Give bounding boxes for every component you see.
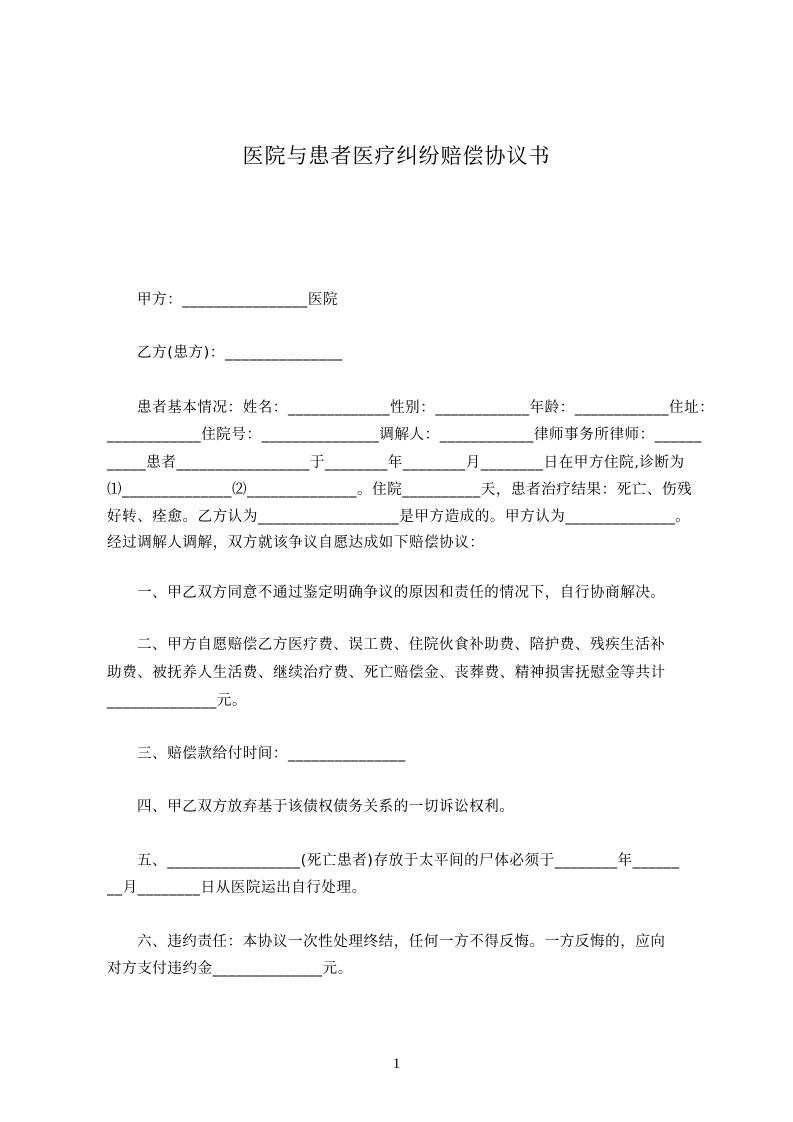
basic-info-line: ⑴______________⑵______________。住院__________天，患者治疗结果：死亡、伤残	[107, 482, 693, 498]
clause-2-line: 二、甲方自愿赔偿乙方医疗费、误工费、住院伙食补助费、陪护费、残疾生活补	[137, 637, 666, 653]
clause-5-line: 五、_________________(死亡患者)存放于太平间的尸体必须于________年______	[137, 853, 680, 869]
party-a-line: 甲方：________________医院	[137, 292, 339, 308]
basic-info-line: _____患者_________________于________年________月________日在甲方住院,诊断为	[107, 455, 685, 471]
party-b-line: 乙方(患方)：_______________	[137, 345, 343, 361]
basic-info-line: 患者基本情况：姓名：_____________性别：____________年龄：____________住址：	[137, 400, 715, 416]
basic-info-line: 经过调解人调解，双方就该争议自愿达成如下赔偿协议：	[107, 535, 485, 551]
basic-info-line: ____________住院号：_______________调解人：____________律师事务所律师：______	[107, 427, 702, 443]
basic-info-line: 好转、痊愈。乙方认为__________________是甲方造成的。甲方认为______________。	[107, 509, 691, 525]
page-number: 1	[392, 1056, 401, 1072]
clause-1: 一、甲乙双方同意不通过鉴定明确争议的原因和责任的情况下，自行协商解决。	[137, 585, 666, 601]
clause-3: 三、赔偿款给付时间：_______________	[137, 746, 406, 762]
clause-6-line: 对方支付违约金______________元。	[107, 961, 353, 977]
clause-4: 四、甲乙双方放弃基于该债权债务关系的一切诉讼权利。	[137, 799, 515, 815]
clause-2-line: ______________元。	[107, 693, 248, 709]
clause-2-line: 助费、被抚养人生活费、继续治疗费、死亡赔偿金、丧葬费、精神损害抚慰金等共计	[107, 665, 666, 681]
document-title: 医院与患者医疗纠纷赔偿协议书	[242, 144, 551, 168]
clause-6-line: 六、违约责任：本协议一次性处理终结，任何一方不得反悔。一方反悔的，应向	[137, 934, 666, 950]
clause-5-line: __月________日从医院运出自行处理。	[107, 880, 367, 896]
